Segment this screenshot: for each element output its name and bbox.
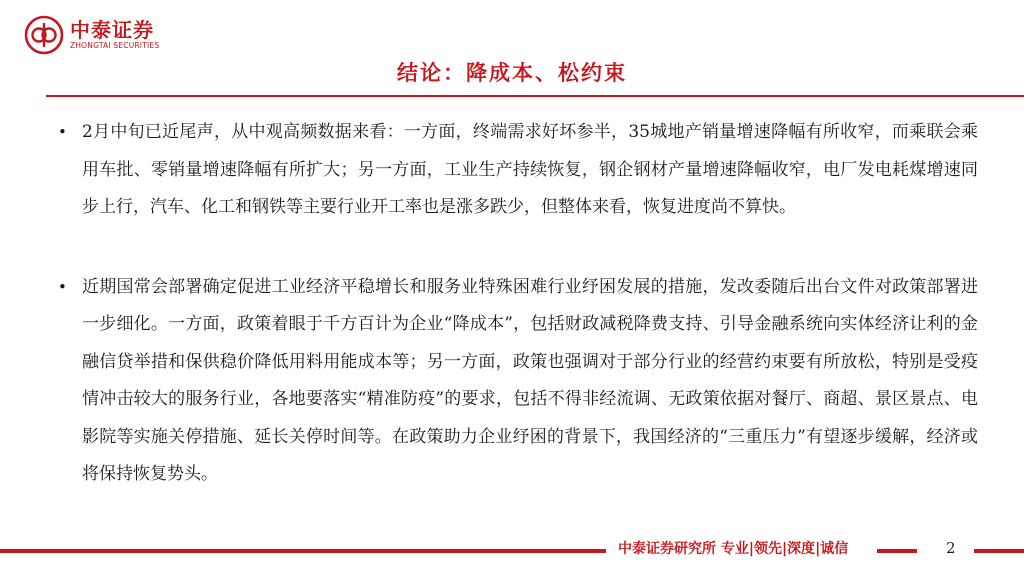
logo-text bbox=[70, 19, 159, 51]
slide-content bbox=[56, 114, 978, 494]
title-divider bbox=[46, 95, 1024, 97]
bullet-item bbox=[56, 114, 978, 227]
logo-chinese-name: 中泰证券 bbox=[70, 18, 154, 42]
bullet-text: 2月中旬已近尾声，从中观高频数据来看：一方面，终端需求好坏参半，35城地产销量增速降幅有所收窄，而乘联会乘用车批、零销量增速降幅有所扩大；另一方面，工业生产持续恢复，钢企钢材产量增速降幅收窄，电厂发电耗煤增速同步上行，汽车、化工和钢铁等主要行业开工率也是涨多跌少，但整体来看，恢复进度尚不算快。 bbox=[82, 122, 978, 217]
footer-rule-right bbox=[877, 549, 917, 553]
bullet-dot-icon: • bbox=[58, 277, 67, 296]
logo-english-name: ZHONGTAI SECURITIES bbox=[70, 41, 160, 50]
bullet-text: 近期国常会部署确定促进工业经济平稳增长和服务业特殊困难行业纾困发展的措施，发改委随后出台文件对政策部署进一步细化。一方面，政策着眼于千方百计为企业“降成本”，包括财政减税降费支持、引导金融系统向实体经济让利的金融信贷举措和保供稳价降低用料用能成本等；另一方面，政策也强调对于部分行业的经营约束要有所放松，特别是受疫情冲击较大的服务行业，各地要落实“精准防疫”的要求，包括不得非经流调、无政策依据对餐厅、商超、景区景点、电影院等实施关停措施、延长关停时间等。在政策助力企业纾困的背景下，我国经济的“三重压力”有望逐步缓解，经济或将保持恢复势头。 bbox=[82, 276, 978, 484]
footer-rule-far bbox=[974, 549, 1024, 553]
slide-title: 结论：降成本、松约束 bbox=[397, 60, 627, 85]
brand-logo bbox=[24, 14, 159, 56]
footer-rule-left bbox=[0, 549, 606, 553]
zhongtai-logo-icon bbox=[24, 15, 64, 55]
footer-tagline: 中泰证券研究所 专业|领先|深度|诚信 bbox=[618, 541, 849, 557]
bullet-item bbox=[56, 269, 978, 494]
bullet-dot-icon: • bbox=[58, 123, 67, 141]
page-number: 2 bbox=[946, 539, 956, 557]
